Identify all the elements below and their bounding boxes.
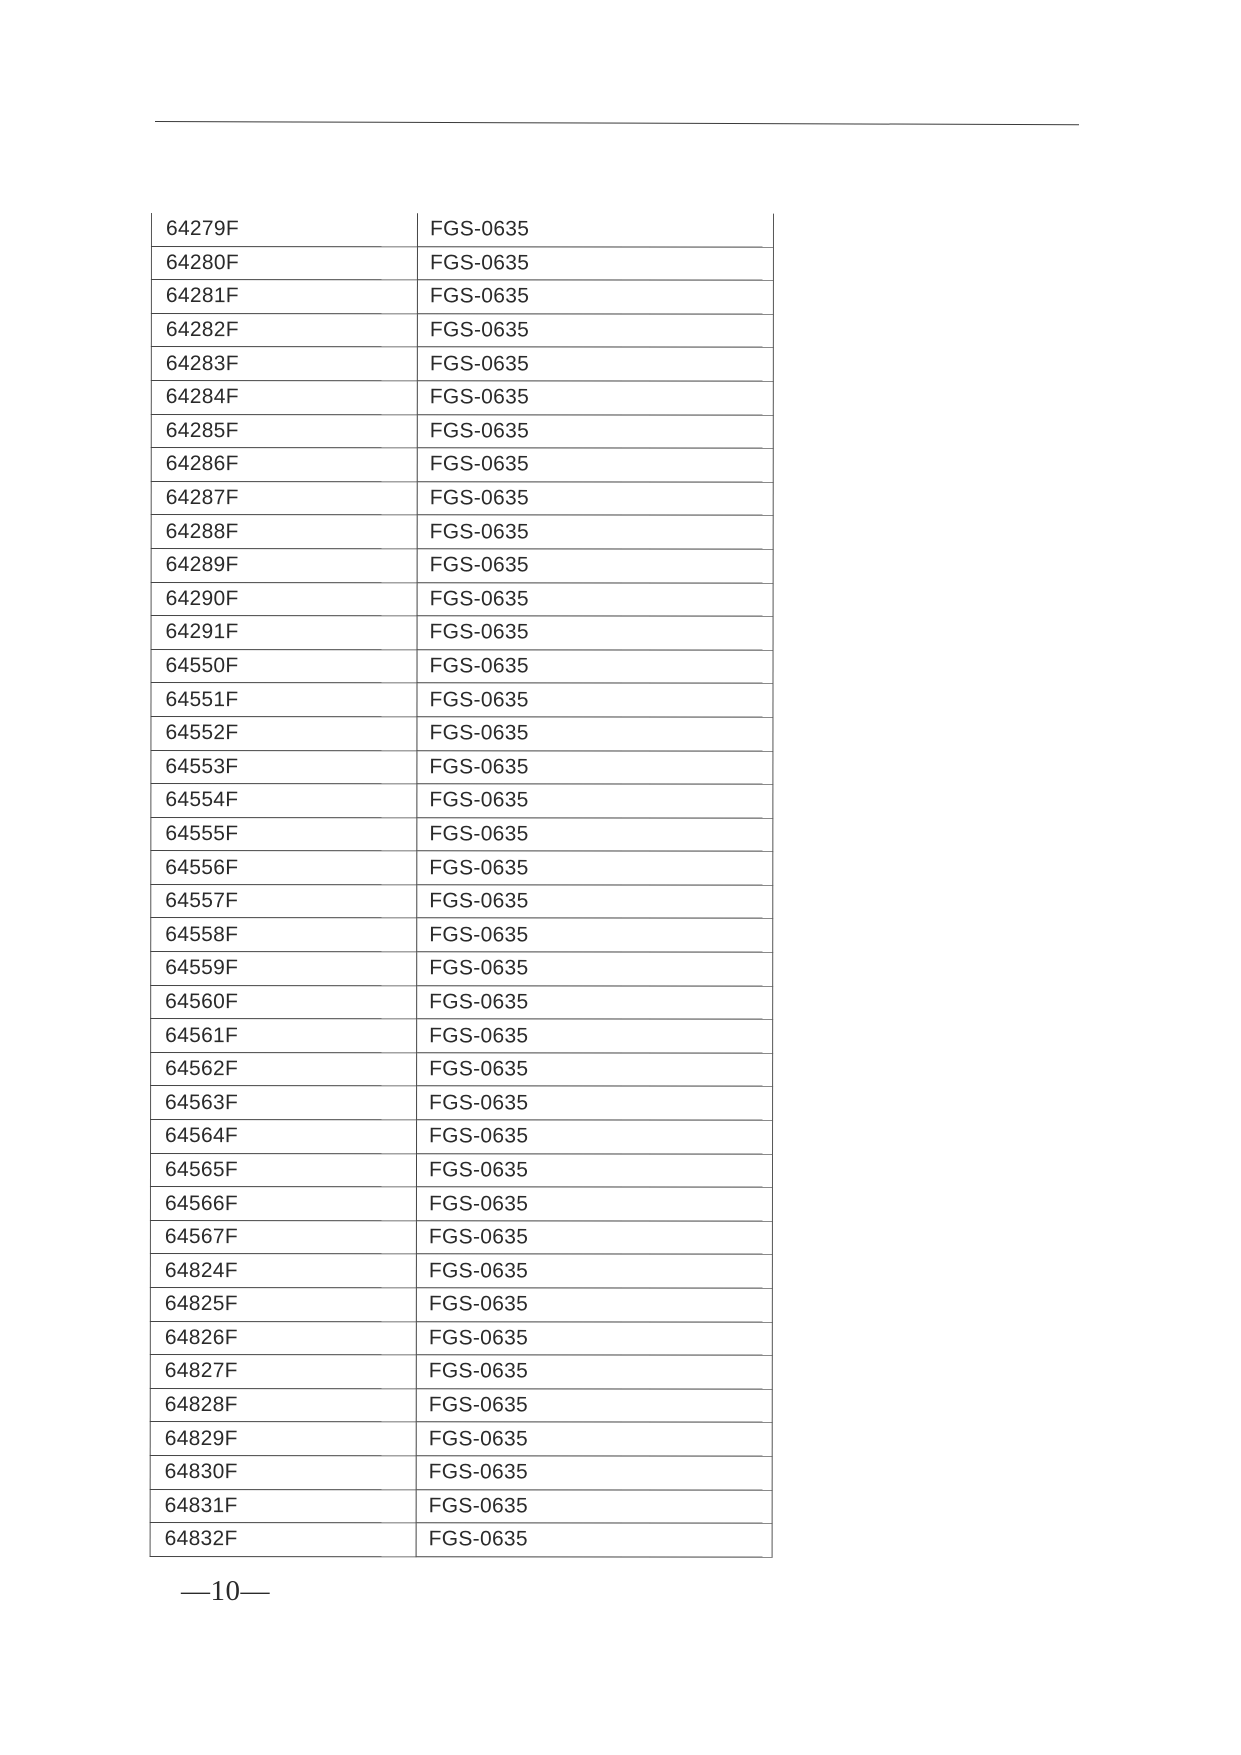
- table-row: [151, 1120, 773, 1154]
- table-row: [151, 213, 773, 247]
- model-cell: FGS-0635: [417, 918, 773, 952]
- code-cell: 64567F: [150, 1220, 416, 1254]
- table-row: [151, 952, 773, 986]
- model-cell: FGS-0635: [417, 952, 773, 986]
- table-row: [151, 1052, 773, 1086]
- code-cell: 64824F: [150, 1254, 416, 1288]
- table-row: [151, 683, 773, 717]
- code-cell: 64281F: [151, 280, 417, 314]
- code-cell: 64280F: [151, 246, 417, 280]
- code-cell: 64559F: [151, 952, 417, 986]
- model-cell: FGS-0635: [416, 1221, 772, 1255]
- code-cell: 64558F: [151, 918, 417, 952]
- model-cell: FGS-0635: [416, 1389, 772, 1423]
- table-row: [151, 515, 773, 549]
- table-row: [151, 918, 773, 952]
- model-cell: FGS-0635: [416, 1288, 772, 1322]
- table-row: [151, 448, 773, 482]
- code-cell: 64562F: [151, 1052, 417, 1086]
- model-cell: FGS-0635: [417, 717, 773, 751]
- code-cell: 64283F: [151, 347, 417, 381]
- table-row: [151, 481, 773, 515]
- model-cell: FGS-0635: [417, 649, 773, 683]
- code-cell: 64564F: [151, 1120, 417, 1154]
- code-cell: 64553F: [151, 750, 417, 784]
- model-cell: FGS-0635: [416, 1422, 772, 1456]
- table-row: [150, 1187, 772, 1221]
- page-number: —10—: [181, 1575, 270, 1607]
- code-cell: 64556F: [151, 851, 417, 885]
- table-row: [150, 1287, 772, 1321]
- code-cell: 64550F: [151, 649, 417, 683]
- model-cell: FGS-0635: [417, 616, 773, 650]
- model-cell: FGS-0635: [417, 1053, 773, 1087]
- code-table-container: [150, 213, 774, 1557]
- code-cell: 64555F: [151, 817, 417, 851]
- code-cell: 64828F: [150, 1388, 416, 1422]
- table-row: [150, 1321, 772, 1355]
- table-row: [151, 851, 773, 885]
- code-cell: 64565F: [150, 1153, 416, 1187]
- model-cell: FGS-0635: [417, 549, 773, 583]
- table-row: [151, 246, 773, 280]
- table-row: [150, 1355, 772, 1389]
- code-cell: 64288F: [151, 515, 417, 549]
- model-cell: FGS-0635: [417, 582, 773, 616]
- code-cell: 64829F: [150, 1422, 416, 1456]
- model-cell: FGS-0635: [416, 1523, 772, 1557]
- table-row: [150, 1153, 772, 1187]
- table-row: [150, 1489, 772, 1523]
- code-cell: 64566F: [150, 1187, 416, 1221]
- table-row: [151, 582, 773, 616]
- code-cell: 64284F: [151, 380, 417, 414]
- model-cell: FGS-0635: [416, 1321, 772, 1355]
- code-cell: 64285F: [151, 414, 417, 448]
- table-row: [151, 884, 773, 918]
- code-cell: 64279F: [151, 213, 417, 246]
- model-cell: FGS-0635: [417, 347, 773, 381]
- model-cell: FGS-0635: [417, 1120, 773, 1154]
- table-row: [151, 313, 773, 347]
- code-table-body: [150, 213, 773, 1557]
- model-cell: FGS-0635: [417, 414, 773, 448]
- model-cell: FGS-0635: [416, 1355, 772, 1389]
- code-cell: 64551F: [151, 683, 417, 717]
- model-cell: FGS-0635: [416, 1489, 772, 1523]
- table-row: [150, 1254, 772, 1288]
- code-cell: 64291F: [151, 616, 417, 650]
- code-cell: 64282F: [151, 313, 417, 347]
- code-cell: 64830F: [150, 1455, 416, 1489]
- model-cell: FGS-0635: [417, 515, 773, 549]
- table-row: [150, 1388, 772, 1422]
- code-cell: 64563F: [151, 1086, 417, 1120]
- model-cell: FGS-0635: [416, 1187, 772, 1221]
- code-cell: 64827F: [150, 1355, 416, 1389]
- table-row: [151, 347, 773, 381]
- table-row: [151, 985, 773, 1019]
- model-cell: FGS-0635: [417, 448, 773, 482]
- model-cell: FGS-0635: [417, 482, 773, 516]
- table-row: [151, 414, 773, 448]
- table-row: [151, 649, 773, 683]
- table-row: [151, 784, 773, 818]
- header-rule: [155, 121, 1079, 125]
- table-row: [151, 1086, 773, 1120]
- model-cell: FGS-0635: [417, 1086, 773, 1120]
- table-row: [150, 1220, 772, 1254]
- table-row: [151, 616, 773, 650]
- model-cell: FGS-0635: [417, 784, 773, 818]
- code-cell: 64557F: [151, 884, 417, 918]
- table-row: [151, 750, 773, 784]
- table-row: [150, 1455, 772, 1489]
- code-cell: 64560F: [151, 985, 417, 1019]
- model-cell: FGS-0635: [417, 985, 773, 1019]
- table-row: [151, 548, 773, 582]
- table-row: [151, 1019, 773, 1053]
- model-cell: FGS-0635: [417, 314, 773, 348]
- model-cell: FGS-0635: [417, 885, 773, 919]
- code-cell: 64831F: [150, 1489, 416, 1523]
- code-cell: 64552F: [151, 716, 417, 750]
- table-row: [151, 280, 773, 314]
- code-cell: 64832F: [150, 1523, 416, 1557]
- table-row: [151, 716, 773, 750]
- table-row: [151, 380, 773, 414]
- code-cell: 64561F: [151, 1019, 417, 1053]
- model-cell: FGS-0635: [417, 280, 773, 314]
- model-cell: FGS-0635: [417, 817, 773, 851]
- code-cell: 64826F: [150, 1321, 416, 1355]
- model-cell: FGS-0635: [417, 750, 773, 784]
- code-cell: 64286F: [151, 448, 417, 482]
- model-cell: FGS-0635: [416, 1254, 772, 1288]
- model-cell: FGS-0635: [417, 851, 773, 885]
- model-cell: FGS-0635: [416, 1456, 772, 1490]
- model-cell: FGS-0635: [417, 246, 773, 280]
- code-cell: 64287F: [151, 481, 417, 515]
- code-cell: 64554F: [151, 784, 417, 818]
- model-cell: FGS-0635: [417, 1019, 773, 1053]
- code-table: [150, 213, 774, 1557]
- model-cell: FGS-0635: [417, 381, 773, 415]
- model-cell: FGS-0635: [416, 1153, 772, 1187]
- table-row: [151, 817, 773, 851]
- table-row: [150, 1422, 772, 1456]
- table-row: [150, 1523, 772, 1557]
- code-cell: 64289F: [151, 548, 417, 582]
- code-cell: 64825F: [150, 1287, 416, 1321]
- model-cell: FGS-0635: [417, 683, 773, 717]
- model-cell: FGS-0635: [417, 213, 773, 246]
- code-cell: 64290F: [151, 582, 417, 616]
